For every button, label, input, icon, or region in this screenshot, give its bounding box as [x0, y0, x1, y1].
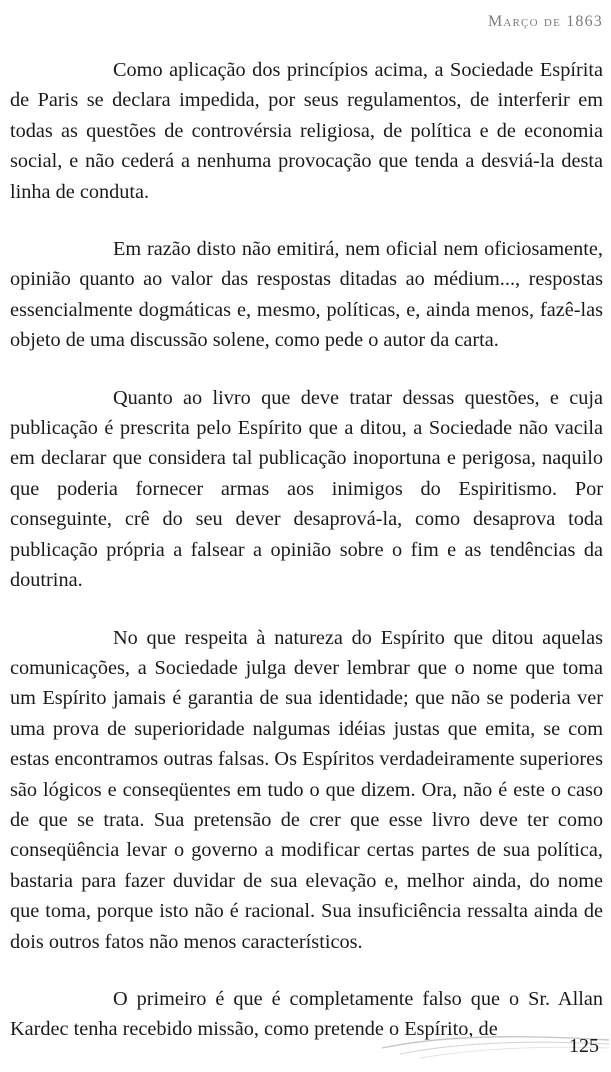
running-header: Março de 1863 — [487, 13, 603, 30]
paragraph-5: O primeiro é que é completamente falso que o Sr. Allan Kardec tenha recebido missão, como pretende o Espírito, de — [10, 987, 603, 1041]
paragraph-2: Em razão disto não emitirá, nem oficial nem oficiosamente, opinião quanto ao valor das respostas ditadas ao médium..., respostas essencialmente dogmáticas e, mesmo, políticas, e, ainda menos, fazê-las objeto de uma discussão solene, como pede o autor da carta. — [10, 238, 603, 352]
page-number: 125 — [569, 1035, 599, 1057]
paragraph-3: Quanto ao livro que deve tratar dessas questões, e cuja publicação é prescrita pelo Espírito que a ditou, a Sociedade não vacila em declarar que considera tal publicação inoportuna e perigosa, naquilo que poderia fornecer armas aos inimigos do Espiritismo. Por conseguinte, crê do seu dever desaprová-la, como desaprova toda publicação própria a falsear a opinião sobre o fim e as tendências da doutrina. — [10, 386, 603, 592]
paragraph-1: Como aplicação dos princípios acima, a Sociedade Espírita de Paris se declara impedida, por seus regulamentos, de interferir em todas as questões de controvérsia religiosa, de política e de economia social, e não cederá a nenhuma provocação que tenda a desviá-la desta linha de conduta. — [10, 59, 603, 203]
paragraph-4: No que respeita à natureza do Espírito que ditou aquelas comunicações, a Sociedade julga dever lembrar que o nome que toma um Espírito jamais é garantia de sua identidade; que não se poderia ver uma prova de superioridade nalgumas idéias justas que emita, se com estas encontramos outras falsas. Os Espíritos verdadeiramente superiores são lógicos e conseqüentes em tudo o que dizem. Ora, não é este o caso de que se trata. Sua pretensão de crer que esse livro deve ter como conseqüência levar o governo a modificar certas partes de sua política, bastaria para fazer duvidar de sua elevação e, melhor ainda, do nome que toma, porque isto não é racional. Sua insuficiência ressalta ainda de dois outros fatos não menos característicos. — [10, 626, 603, 953]
page-body — [10, 55, 603, 1072]
